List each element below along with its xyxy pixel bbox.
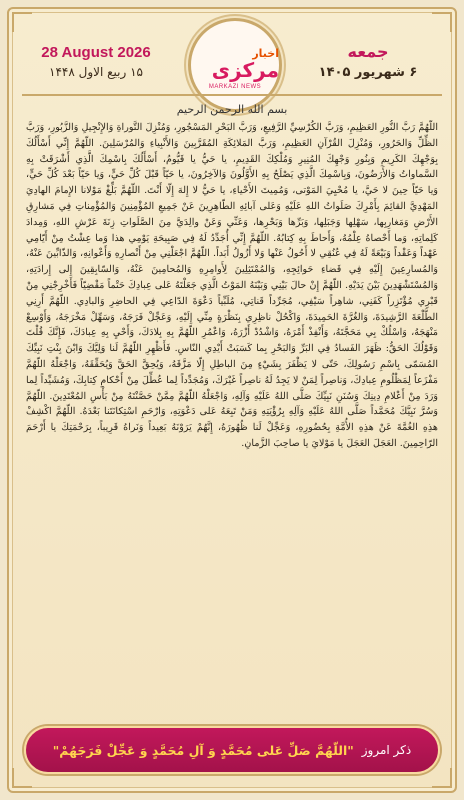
date-block-left	[26, 44, 166, 79]
daily-zikr-banner	[24, 726, 440, 774]
prayer-text: اللّهُمَّ رَبَّ النُّورِ العَظِيمِ، وَرَبَّ الكُرْسِيِّ الرَّفِيعِ، وَرَبَّ البَحْرِ المَسْجُورِ، وَمُنْزِلَ التَّوراةِ وَالإِنْجِيلِ وَالزَّبُورِ، وَرَبَّ الظِّلِّ وَالحَرُورِ، وَمُنْزِلَ القُرْآنِ العَظِيمِ، وَرَبَّ المَلائِكَةِ المُقَرَّبِينَ وَالأَنْبِياءِ وَالمُرْسَلِينَ. اللّهُمَّ إِنِّي أَسْأَلُكَ بِوَجْهِكَ الكَرِيمِ وَبِنُورِ وَجْهِكَ المُنِيرِ وَمُلْكِكَ القَدِيمِ، يا حَيُّ يا قَيُّومُ، أَسْأَلُكَ بِاسْمِكَ الَّذِي أَشْرَقَتْ بِهِ السَّماواتُ وَالأَرَضُونَ، وَبِاسْمِكَ الَّذِي يَصْلَحُ بِهِ الأَوَّلُونَ وَالآخِرُونَ، يا حَيّاً قَبْلَ كُلِّ حَيٍّ، وَيا حَيّاً بَعْدَ كُلِّ حَيٍّ، وَيا حَيّاً حِينَ لا حَيَّ، يا مُحْيِيَ المَوْتى، وَمُمِيتَ الأَحْياءِ، يا حَيُّ لا إِلهَ إِلّا أَنْتَ. اللّهُمَّ بَلِّغْ مَوْلانا الإِمامَ الهادِيَ المَهْدِيَّ القائِمَ بِأَمْرِكَ صَلَواتُ اللهِ عَلَيْهِ وَعَلى آبائِهِ الطّاهِرِينَ عَنْ جَمِيعِ المُؤْمِنِينَ وَالمُؤْمِناتِ فِي مَشارِقِ الأَرْضِ وَمَغارِبِها، سَهْلِها وَجَبَلِها، وَبَرِّها وَبَحْرِها، وَعَنِّي وَعَنْ والِدَيَّ مِنَ الصَّلَواتِ زِنَةَ عَرْشِ اللهِ، وَمِدادَ كَلِماتِهِ، وَما أَحْصاهُ عِلْمُهُ، وَأَحاطَ بِهِ كِتابُهُ. اللّهُمَّ إِنِّي أُجَدِّدُ لَهُ فِي صَبِيحَةِ يَوْمِي هذا وَما عِشْتُ مِنْ أَيّامِي عَهْداً وَعَقْداً وَبَيْعَةً لَهُ فِي عُنُقِي لا أَحُولُ عَنْها وَلا أَزُولُ أَبَداً. اللّهُمَّ اجْعَلْنِي مِنْ أَنْصارِهِ وَأَعْوانِهِ، وَالذّابِّينَ عَنْهُ، وَالمُسارِعِينَ إِلَيْهِ فِي قَضاءِ حَوائِجِهِ، وَالمُمْتَثِلِينَ لِأَوامِرِهِ وَالمُحامِينَ عَنْهُ، وَالسّابِقِينَ إِلى إِرادَتِهِ، وَالمُسْتَشْهَدِينَ بَيْنَ يَدَيْهِ. اللّهُمَّ إِنْ حالَ بَيْنِي وَبَيْنَهُ المَوْتُ الَّذِي جَعَلْتَهُ عَلى عِبادِكَ حَتْماً مَقْضِيّاً فَأَخْرِجْنِي مِنْ قَبْرِي مُؤْتَزِراً كَفَنِي، شاهِراً سَيْفِي، مُجَرِّداً قَناتِي، مُلَبِّياً دَعْوَةَ الدّاعِي فِي الحاضِرِ وَالبادِي. اللّهُمَّ أَرِنِي الطَّلْعَةَ الرَّشِيدَةَ، وَالغُرَّةَ الحَمِيدَةَ، وَاكْحُلْ ناظِرِي بِنَظْرَةٍ مِنِّي إِلَيْهِ، وَعَجِّلْ فَرَجَهُ، وَسَهِّلْ مَخْرَجَهُ، وَأَوْسِعْ مَنْهَجَهُ، وَاسْلُكْ بِي مَحَجَّتَهُ، وَأَنْفِذْ أَمْرَهُ، وَاشْدُدْ أَزْرَهُ، وَاعْمُرِ اللّهُمَّ بِهِ بِلادَكَ، وَأَحْيِ بِهِ عِبادَكَ، فَإِنَّكَ قُلْتَ وَقَوْلُكَ الحَقُّ: ظَهَرَ الفَسادُ فِي البَرِّ وَالبَحْرِ بِما كَسَبَتْ أَيْدِي النّاسِ. فَأَظْهِرِ اللّهُمَّ لَنا وَلِيَّكَ وَابْنَ بِنْتِ نَبِيِّكَ المُسَمّى بِاسْمِ رَسُولِكَ، حَتّى لا يَظْفَرَ بِشَيْءٍ مِنَ الباطِلِ إِلّا مَزَّقَهُ، وَيُحِقَّ الحَقَّ وَيُحَقِّقَهُ، وَاجْعَلْهُ اللّهُمَّ مَفْزَعاً لِمَظْلُومِ عِبادِكَ، وَناصِراً لِمَنْ لا يَجِدُ لَهُ ناصِراً غَيْرَكَ، وَمُجَدِّداً لِما عُطِّلَ مِنْ أَحْكامِ كِتابِكَ، وَمُشَيِّداً لِما وَرَدَ مِنْ أَعْلامِ دِينِكَ وَسُنَنِ نَبِيِّكَ صَلَّى اللهُ عَلَيْهِ وَآلِهِ، وَاجْعَلْهُ اللّهُمَّ مِمَّنْ حَصَّنْتَهُ مِنْ بَأْسِ المُعْتَدِينَ. اللّهُمَّ وَسُرَّ نَبِيَّكَ مُحَمَّداً صَلَّى اللهُ عَلَيْهِ وَآلِهِ بِرُؤْيَتِهِ وَمَنْ تَبِعَهُ عَلى دَعْوَتِهِ، وَارْحَمِ اسْتِكانَتَنا بَعْدَهُ. اللّهُمَّ اكْشِفْ هذِهِ الغُمَّةَ عَنْ هذِهِ الأُمَّةِ بِحُضُورِهِ، وَعَجِّلْ لَنا ظُهُورَهُ، إِنَّهُمْ يَرَوْنَهُ بَعِيداً وَنَراهُ قَرِيباً، بِرَحْمَتِكَ يا أَرْحَمَ الرّاحِمِينَ. العَجَلَ العَجَلَ يا مَوْلايَ يا صاحِبَ الزَّمانِ.	[26, 122, 438, 449]
weekday: جمعه	[347, 42, 389, 61]
corner-ornament	[432, 12, 452, 32]
basmala: بسم الله الرحمن الرحیم	[176, 103, 288, 116]
zikr-text: "اللّهُمَّ صَلِّ عَلی مُحَمَّدٍ وَ آلِ مُحَمَّدٍ وَ عَجِّلْ فَرَجَهُمْ"	[52, 742, 354, 758]
solar-date: ۶ شهریور ۱۴۰۵	[318, 65, 418, 80]
header-divider	[22, 94, 442, 96]
corner-ornament	[432, 768, 452, 788]
corner-ornament	[12, 768, 32, 788]
date-block-right	[298, 42, 438, 80]
logo-text	[191, 40, 279, 80]
logo-main: مرکزی	[211, 58, 279, 82]
zikr-label: ذکر امروز	[361, 743, 412, 757]
logo-subtitle: MARKAZI NEWS	[208, 84, 262, 90]
corner-ornament	[12, 12, 32, 32]
logo	[188, 18, 282, 112]
logo-prefix: اخبار	[252, 47, 279, 60]
hijri-date: ۱۵ ربیع الاول ۱۴۴۸	[49, 65, 143, 79]
gregorian-date: 28 August 2026	[41, 44, 151, 61]
